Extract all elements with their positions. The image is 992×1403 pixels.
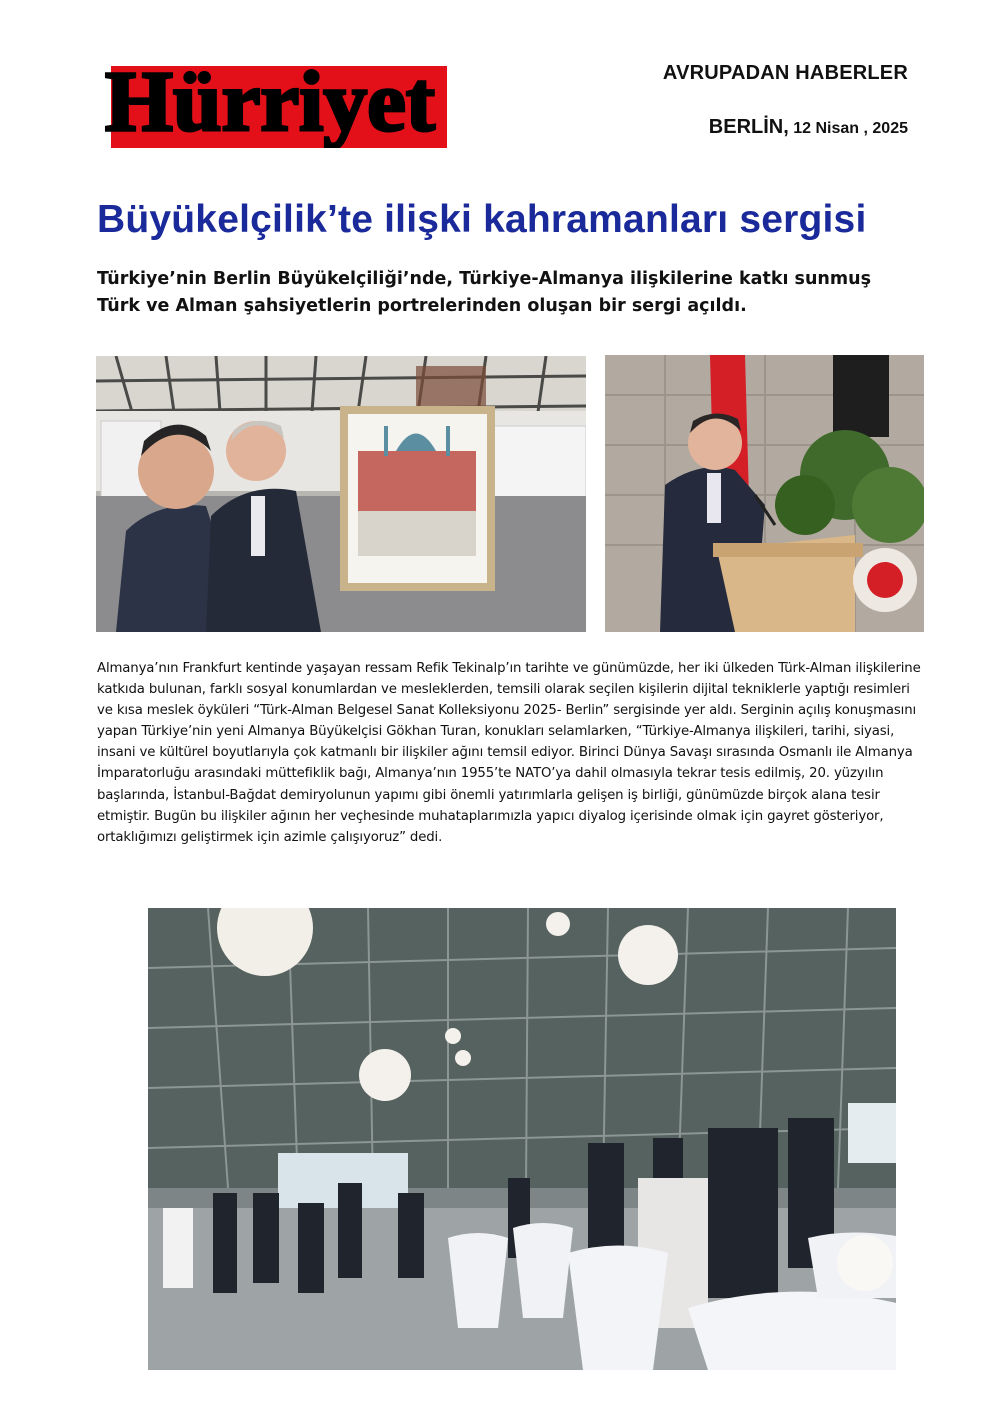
subheadline-line-1: Türkiye’nin Berlin Büyükelçiliği’nde, Türkiye-Almanya ilişkilerine katkı sunmuş (97, 269, 871, 289)
article-body: Almanya’nın Frankfurt kentinde yaşayan ressam Refik Tekinalp’ın tarihte ve günümüzde, her iki ülkeden Türk-Alman ilişkilerine katkıda bulunan, farklı sosyal konumlardan ve mesleklerden, temsili olarak seçilen kişilerin dijital tekniklerle yaptığı resimleri ve kısa meslek öyküleri “Türk-Alman Belgesel Sanat Kolleksiyonu 2025- Berlin” sergisinde yer aldı. Serginin açılış konuşmasını yapan Türkiye’nin yeni Almanya Büyükelçisi Gökhan Turan, konukları selamlarken, “Türkiye-Almanya ilişkileri, tarihi, siyasi, insani ve kültürel boyutlarıyla çok katmanlı bir ilişkiler ağını temsil ediyor. Birinci Dünya Savaşı sırasında Osmanlı ile Almanya İmparatorluğu arasındaki müttefiklik bağı, Almanya’nın 1955’te NATO’ya dahil olmasıyla tekrar tesis edilmiş, 20. yüzyılın başlarında, İstanbul-Bağdat demiryolunun yapımı gibi önemli yatırımlarla gelişen iş birliği, günümüzde birçok alana tesir etmiştir. Bugün bu ilişkiler ağının her veçhesinde muhataplarımızla yapıcı diyalog içerisinde olmak için gayret gösteriyor, ortaklığımızı geliştirmek için azimle çalışıyoruz” dedi. (97, 661, 921, 845)
photo-ambassador-podium (605, 355, 924, 632)
dateline-date: 12 Nisan , 2025 (793, 120, 908, 137)
subheadline-line-2: Türk ve Alman şahsiyetlerin portrelerinden oluşan bir sergi açıldı. (97, 296, 747, 316)
headline: Büyükelçilik’te ilişki kahramanları sergisi (97, 198, 867, 241)
logo-wordmark: Hürriyet (105, 53, 436, 148)
photo-atrium-reception (148, 908, 896, 1370)
newspaper-logo (97, 52, 447, 148)
hurriyet-logo-image (97, 52, 447, 148)
photo-exhibition-painting (96, 356, 586, 632)
dateline-city: BERLİN, (708, 116, 789, 138)
section-name: AVRUPADAN HABERLER (662, 62, 908, 84)
subheadline (97, 266, 897, 320)
dateline (709, 116, 908, 139)
